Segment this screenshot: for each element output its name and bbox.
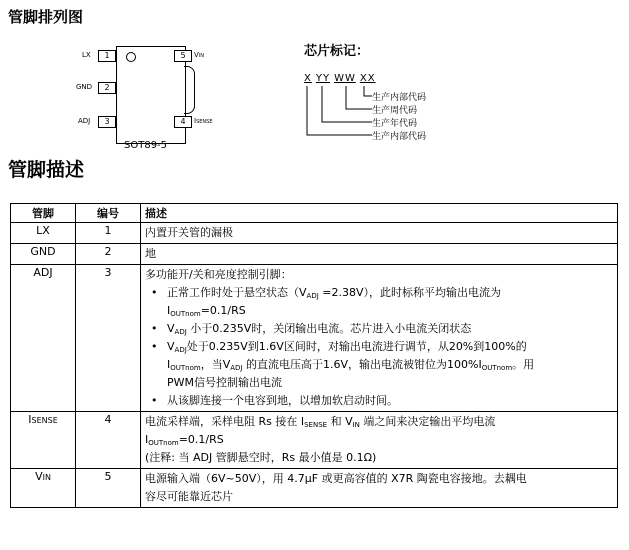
table-row [11, 223, 618, 244]
description-cell [141, 412, 618, 469]
adj-intro: 多功能开/关和亮度控制引脚： [145, 268, 292, 281]
pin-cell: GND [11, 244, 76, 265]
pin-name-gnd: GND [76, 83, 93, 91]
pin-name-vin: VIN [194, 51, 205, 59]
pin-cell: VIN [11, 469, 76, 508]
marking-label-4: 生产内部代码 [372, 132, 427, 142]
bullet-item: • $V_{ADJ}$ 小于0.235V时，关闭输出电流。芯片进入小电流关闭状态 [145, 320, 613, 338]
description-cell [141, 265, 618, 412]
number-cell: 4 [76, 412, 141, 469]
pinout-diagram [70, 38, 230, 150]
marking-code-part: XX [359, 73, 376, 84]
pin-cell: ISENSE [11, 412, 76, 469]
package-label: SOT89-5 [124, 140, 168, 151]
table-header-row [11, 204, 618, 223]
marking-code-part: YY [315, 73, 331, 84]
isense-note: (注释: 当 ADJ 管脚悬空时，Rs 最小值是 0.1Ω) [145, 451, 377, 464]
bullet-item: • 正常工作时处于悬空状态$(V_{ADJ} =2.38V)$，此时标称平均输出电流为 $I_{OUTnom}=0.1/RS$ [145, 284, 613, 320]
pin-name-adj: ADJ [78, 117, 91, 125]
section-title: 管脚排列图 [8, 8, 84, 26]
table-row [11, 244, 618, 265]
pin-description-table [10, 203, 618, 508]
pin-number-5: 5 [174, 50, 192, 62]
marking-title: 芯片标记： [304, 44, 370, 59]
bullet-item: • 从该脚连接一个电容到地，以增加软启动时间。 [145, 392, 613, 410]
pin-number-2: 2 [98, 82, 116, 94]
number-cell: 3 [76, 265, 141, 412]
number-cell: 1 [76, 223, 141, 244]
description-cell: 地 [141, 244, 618, 265]
chip-tab [184, 66, 195, 114]
description-cell: 内置开关管的漏极 [141, 223, 618, 244]
table-row [11, 412, 618, 469]
marking-code [304, 73, 380, 84]
pin-name-isense: ISENSE [194, 117, 213, 125]
pin-name-lx: LX [82, 51, 91, 59]
marking-code-part: X [304, 73, 312, 84]
pin-cell: LX [11, 223, 76, 244]
bullet-item: • $V_{ADJ}$处于0.235V到1.6V区间时，对输出电流进行调节，从20%到100%的 $I_{OUTnom}$，当$V_{ADJ}$ 的直流电压高于1.6V，输出电流被钳位为$100\%I_{OUTnom}$。用 PWM信号控制输出电流 [145, 338, 613, 392]
pin-description-title: 管脚描述 [8, 159, 85, 181]
number-cell: 2 [76, 244, 141, 265]
pin-number-4: 4 [174, 116, 192, 128]
marking-label-3: 生产年代码 [372, 119, 418, 129]
vin-line-2: 容尽可能靠近芯片 [145, 490, 233, 503]
table-row [11, 469, 618, 508]
pin1-dot [126, 52, 136, 62]
pin-number-3: 3 [98, 116, 116, 128]
pin-number-1: 1 [98, 50, 116, 62]
marking-leader-lines [300, 84, 372, 140]
table-row [11, 265, 618, 412]
isense-line-2: $I_{OUTnom}=0.1/RS$ [145, 433, 224, 447]
vin-line-1: 电源输入端（6V~50V），用 4.7µF 或更高容值的 X7R 陶瓷电容接地。去耦电 [145, 472, 527, 485]
isense-line-1: 电流采样端，采样电阻 Rs 接在 $I_{SENSE}$ 和 $V_{IN}$ 端之间来决定输出平均电流 [145, 415, 496, 429]
marking-label-2: 生产周代码 [372, 106, 418, 116]
pin-cell: ADJ [11, 265, 76, 412]
marking-code-part: WW [334, 73, 356, 84]
header-pin: 管脚 [11, 204, 76, 223]
header-description: 描述 [141, 204, 618, 223]
header-number: 编号 [76, 204, 141, 223]
description-cell [141, 469, 618, 508]
number-cell: 5 [76, 469, 141, 508]
marking-label-1: 生产内部代码 [372, 93, 427, 103]
